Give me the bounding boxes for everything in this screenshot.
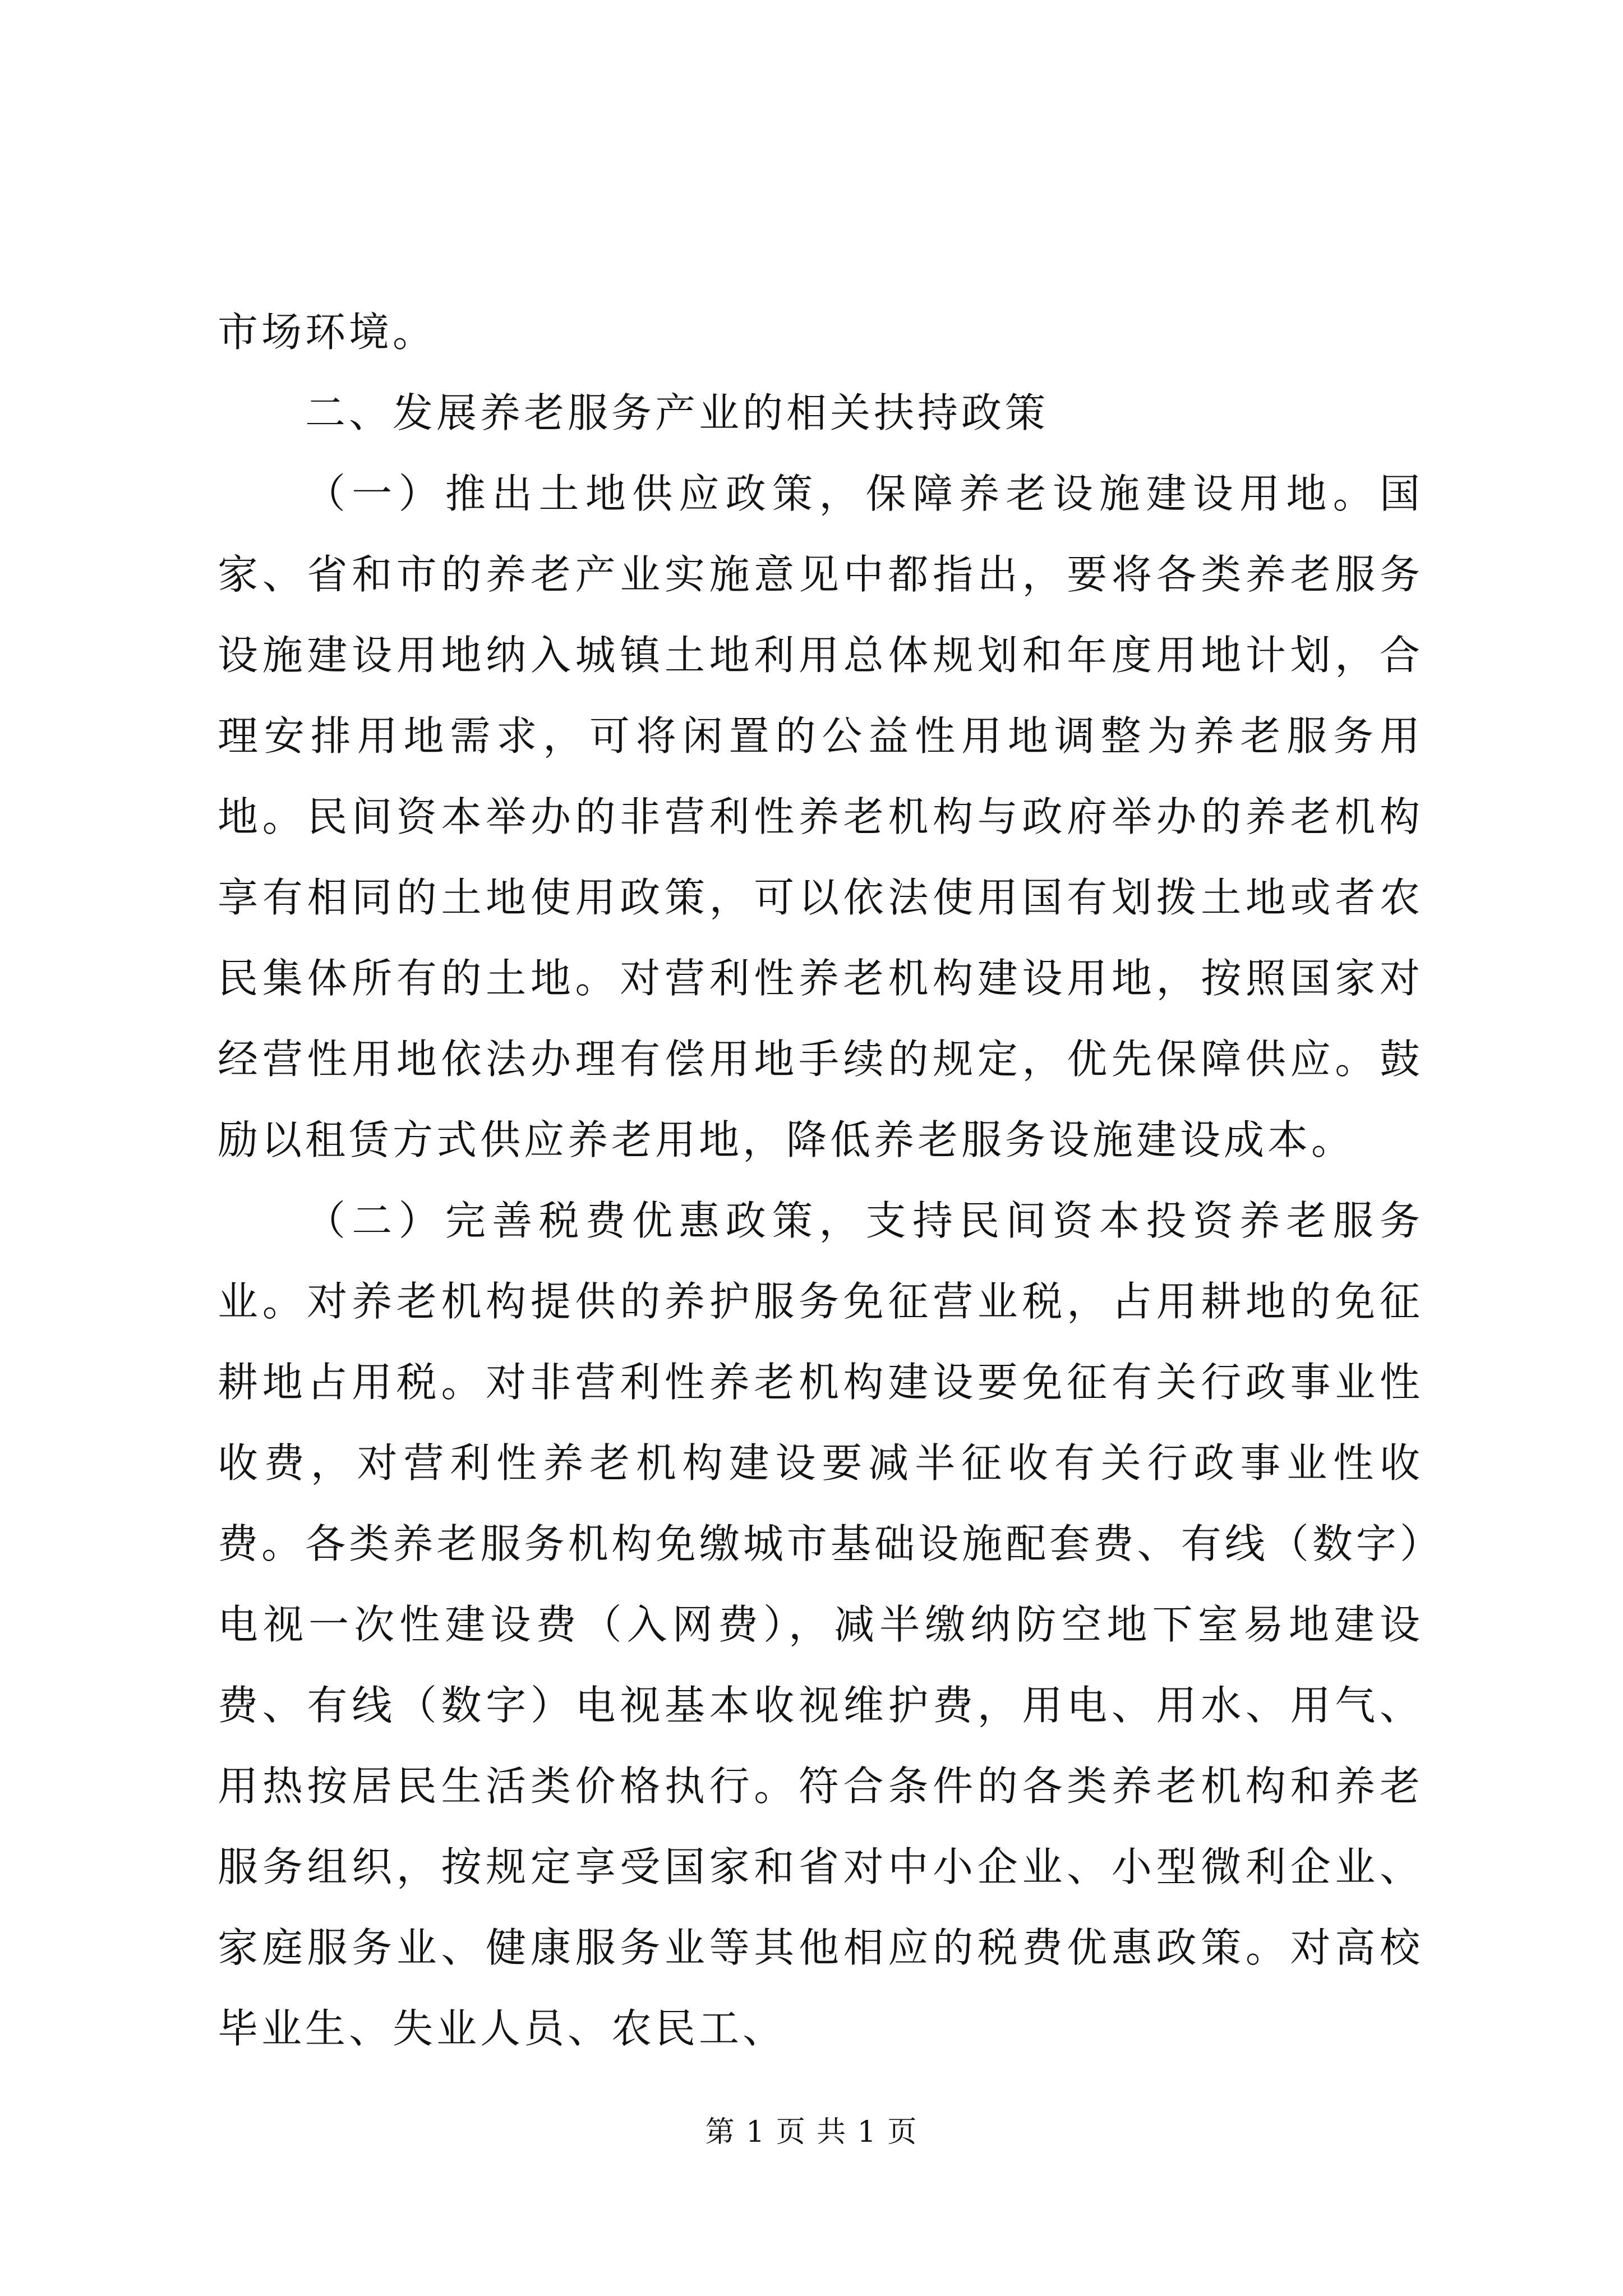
section-heading: 二、发展养老服务产业的相关扶持政策 — [305, 389, 1049, 436]
paragraph-fragment: 市场环境。 — [218, 309, 437, 356]
paragraph-land-policy: （一）推出土地供应政策，保障养老设施建设用地。国家、省和市的养老产业实施意见中都指出，要将各类养老服务设施建设用地纳入城镇土地利用总体规划和年度用地计划，合理安排用地需求，可将闲置的公益性用地调整为养老服务用地。民间资本举办的非营利性养老机构与政府举办的养老机构享有相同的土地使用政策，可以依法使用国有划拨土地或者农民集体所有的土地。对营利性养老机构建设用地，按照国家对经营性用地依法办理有偿用地手续的规定，优先保障供应。鼓励以租赁方式供应养老用地，降低养老服务设施建设成本。 — [218, 470, 1423, 1163]
document-body — [218, 292, 1423, 2069]
page-number-footer: 第 1 页 共 1 页 — [705, 2115, 918, 2149]
paragraph-tax-policy: （二）完善税费优惠政策，支持民间资本投资养老服务业。对养老机构提供的养护服务免征营业税，占用耕地的免征耕地占用税。对非营利性养老机构建设要免征有关行政事业性收费，对营利性养老机构建设要减半征收有关行政事业性收费。各类养老服务机构免缴城市基础设施配套费、有线（数字）电视一次性建设费（入网费），减半缴纳防空地下室易地建设费、有线（数字）电视基本收视维护费，用电、用水、用气、用热按居民生活类价格执行。符合条件的各类养老机构和养老服务组织，按规定享受国家和省对中小企业、小型微利企业、家庭服务业、健康服务业等其他相应的税费优惠政策。对高校毕业生、失业人员、农民工、 — [218, 1197, 1423, 2052]
